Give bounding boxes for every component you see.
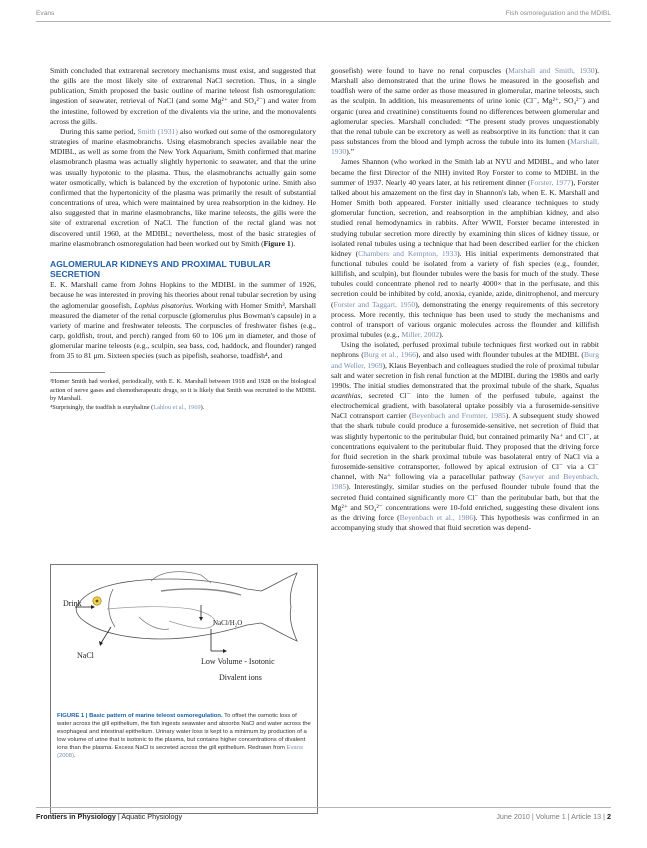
dorsal-fin xyxy=(151,572,211,583)
footnote: ³Homer Smith had worked, periodically, with E. K. Marshall between 1918 and 1928 on the biological action of nerve gases and chemotherapeutic drugs, so it is likely that Smith was recruited to the MDIBL by Marshall. xyxy=(50,378,316,402)
citation-link[interactable]: Evans (2008) xyxy=(57,744,303,759)
kidney xyxy=(161,589,241,595)
citation-link[interactable]: Burg and Weller, 1969 xyxy=(331,350,599,370)
paragraph: goosefish) were found to have no renal corpuscles (Marshall and Smith, 1930). Marshall also demonstrated that the urine flows he measured in the goosefish and toadfish were of the same order as those measured in glomerular, marine teleosts, such as the sculpin. In addition, his measurements of urine ionic (Cl⁻, Mg²⁺, SO₄²⁻) and organic (urea and creatinine) constituents found no differences between glomerular and aglomerular species. Marshall concluded: “The present study proves unquestionably that the renal tubule can be excretory as well as reabsorptive in its function: that it can pass substances from the blood and lymph across the tubule into its lumen (Marshall, 1930).” xyxy=(331,66,599,157)
footer-issue: June 2010 | Volume 1 | Article 13 | 2 xyxy=(496,812,611,821)
figure-ref[interactable]: Figure 1 xyxy=(263,238,291,248)
paragraph: Smith concluded that extrarenal secretory mechanisms must exist, and suggested that the gills are the most likely site of extrarenal NaCl secretion. Thus, in a single publication, Smith proposed the basic outline of marine teleost fish osmoregulation: ingestion of seawater, retrieval of NaCl (and some Mg²⁺ and SO₄²⁻) and water from the intestine, followed by excretion of the divalents via the urine, and the monovalents across the gills. xyxy=(50,66,316,126)
paragraph: James Shannon (who worked in the Smith lab at NYU and MDIBL, and who later became the first Director of the NIH) invited Roy Forster to come to MDIBL in the summer of 1937. Nearly 40 years later, at his retirement dinner (Forster, 1977), Forster talked about his amazement on the first day in Shannon's lab, when E. K. Marshall and Homer Smith both appeared. Forster initially used clearance techniques to study glomerular function, secretion, and reabsorption in the amphibian kidney, and also studied renal hemodynamics in rabbits. After WWII, Forster became interested in studying tubular secretion more directly by examining thin slices of kidney tissue, or isolated renal tubules using a technique that had been described earlier for the chicken kidney (Chambers and Kempton, 1933). His initial experiments demonstrated that functional tubules could be isolated from a variety of fish species (e.g., founder, killifish, and sculpin), but flounder tubules were the basis for much of the study. These tubules could concentrate phenol red to nearly 4000× that in the perfusate, and this secretion could be inhibited by cold, anoxia, cyanide, azide, dinitrophenol, and mercury (Forster and Taggart, 1950), demonstrating the energy requirements of this secretory process. More recently, this technique has been used to study the mechanisms and control of transport of various organic molecules across the flounder and killifish proximal tubules (e.g., Miller, 2002). xyxy=(331,157,600,340)
page-number: 2 xyxy=(607,812,611,821)
gill-secretion-arrow xyxy=(101,627,111,643)
paragraph: During this same period, Smith (1931) also worked out some of the osmoregulatory strategies of marine elasmobranchs. Using elasmobranch species available near the MDIBL, as well as some from the New York Aquarium, Smith confirmed that marine elasmobranch plasma was actually slightly hypertonic to seawater, and that the urine was usually hypotonic to the plasma. Thus, the elasmobranchs actually gain some water osmotically, which is balanced by the excretion of hypotonic urine. Smith also confirmed that the hypertonicity of the plasma was primarily the result of substantial concentrations of urea, which were maintained by urea reabsorption in the kidney. He also suggested that in marine elasmobranchs, like marine teleosts, the gills were the site of extrarenal excretion of NaCl. The function of the rectal gland was not discovered until 1960, at the MDIBL; nevertheless, most of the basic strategies of marine elasmobranch osmoregulation had been worked out by Smith (Figure 1). xyxy=(50,126,317,248)
label-drink: Drink xyxy=(63,599,82,608)
running-header-title: Fish osmoregulation and the MDIBL xyxy=(505,10,611,17)
figure-caption: FIGURE 1 | Basic pattern of marine teleost osmoregulation. To offset the osmotic loss of water across the gill epithelium, the fish ingests seawater and absorbs NaCl and water across the esophageal and intestinal epithelium. Urinary water loss is kept to a minimum by production of a low volume of urine that is isotonic to the plasma, but contains higher concentrations of divalent ions than the plasma. Excess NaCl is secreted across the gill epithelium. Redrawn from Evans (2008). xyxy=(57,713,311,759)
pectoral-fin xyxy=(139,617,169,629)
header-rule xyxy=(36,21,611,22)
citation-link[interactable]: Lahlou et al., 1969 xyxy=(153,403,201,411)
fish-diagram xyxy=(51,565,317,713)
label-divalents: Divalent ions xyxy=(219,673,262,682)
citation-link[interactable]: Miller, 2002 xyxy=(401,330,440,340)
label-low-volume: Low Volume - Isotonic xyxy=(201,657,275,666)
left-column xyxy=(50,66,316,413)
citation-link[interactable]: Smith (1931) xyxy=(137,126,178,136)
gill-arc xyxy=(109,589,115,627)
section-heading: AGLOMERULAR KIDNEYS AND PROXIMAL TUBULAR SECRETION xyxy=(50,258,271,280)
right-column xyxy=(331,66,599,533)
footnote: ⁴Surprisingly, the toadfish is euryhaline (Lahlou et al., 1969). xyxy=(50,403,205,411)
citation-link[interactable]: Beyenbach et al., 1986 xyxy=(399,512,474,522)
label-nacl-h2o: NaCl/H₂O xyxy=(213,619,243,627)
running-header-author: Evans xyxy=(36,10,55,17)
citation-link[interactable]: Sawyer and Beyenbach, 1985 xyxy=(331,472,599,492)
footnote-rule xyxy=(50,372,105,373)
paragraph: Using the isolated, perfused proximal tubule techniques first worked out in rabbit nephrons (Burg et al., 1966), and also used with flounder tubules at the MDIBL (Burg and Weller, 1969), Klaus Beyenbach and colleagues studied the role of proximal tubular salt and water secretion in fish renal function at the MDIBL during the 1980s and early 1990s. The initial studies demonstrated that the proximal tubule of the shark, Squalus acanthias, secreted Cl⁻ into the lumen of the perfused tubule, against the electrochemical gradient, with basolateral uptake possibly via a furosemide-sensitive NaCl cotransport carrier (Beyenbach and Fromter, 1985). A subsequent study showed that the shark tubule could produce a furosemide-sensitive, net secretion of fluid that was slightly hypertonic to the peritubular fluid, but contained primarily Na⁺ and Cl⁻, at concentrations equivalent to the peritubular fluid. They proposed that the driving force for fluid secretion in the shark proximal tubule was basolateral entry of NaCl via a furosemide-sensitive cotransporter, followed by apical extrusion of Cl⁻ via a Cl⁻ channel, with Na⁺ following via a paracellular pathway (Sawyer and Beyenbach, 1985). Interestingly, similar studies on the perfused flounder tubule found that the secreted fluid contained significantly more Cl⁻ than the peritubular bath, but that the Mg²⁺ and SO₄²⁻ concentrations were 10-fold enriched, suggesting these divalent ions as the driving force (Beyenbach et al., 1986). This hypothesis was confirmed in an accompanying study that showed that fluid secretion was depend- xyxy=(331,340,599,533)
citation-link[interactable]: Marshall and Smith, 1930 xyxy=(508,66,595,75)
intestine xyxy=(107,607,215,629)
label-nacl: NaCl xyxy=(77,651,94,660)
fish-body-outline xyxy=(76,573,297,641)
figure-1 xyxy=(50,564,318,814)
footer-journal: Frontiers in Physiology | Aquatic Physiology xyxy=(36,812,183,821)
citation-link[interactable]: Forster and Taggart, 1950 xyxy=(333,299,416,309)
footer-rule xyxy=(36,807,611,808)
citation-link[interactable]: Marshall, 1930 xyxy=(331,137,599,157)
citation-link[interactable]: Beyenbach and Fromter, 1985 xyxy=(411,411,506,421)
citation-link[interactable]: Burg et al., 1966 xyxy=(363,350,416,360)
citation-link[interactable]: Forster, 1977 xyxy=(530,177,571,187)
citation-link[interactable]: Chambers and Kempton, 1933 xyxy=(358,248,458,258)
paragraph: E. K. Marshall came from Johns Hopkins to the MDIBL in the summer of 1926, because he was interested in proving his theories about renal tubular secretion by using the aglomerular goosefish, Lophius pisatorius. Working with Homer Smith³, Marshall measured the diameter of the renal corpuscle (glomerulus plus Bowman's capsule) in a variety of marine and freshwater teleosts. The corpuscles of freshwater fishes (e.g., carp, goldfish, trout, and perch) ranged from 60 to 106 μm in diameter, and those of glomerular marine teleosts (e.g., sculpin, sea bass, cod, haddock, and flounder) ranged from 35 to 81 μm. Sixteen species (such as pipefish, seahorse, toadfish⁴, and xyxy=(50,280,316,361)
